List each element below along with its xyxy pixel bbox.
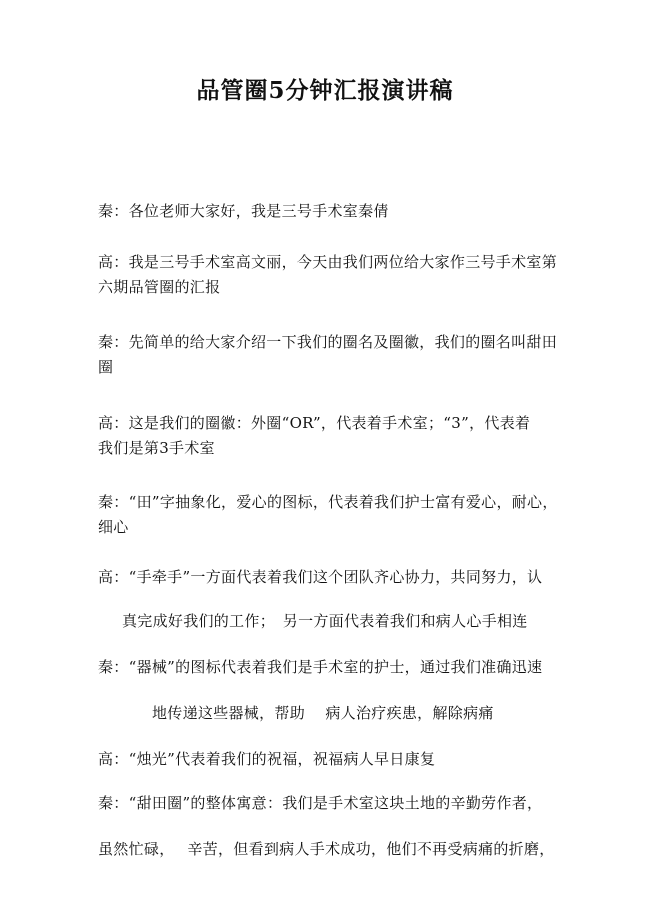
speech-line-continuation: 我们是第3手术室 [98,439,215,457]
speech-line-continuation: 六期品管圈的汇报 [98,278,221,296]
speech-line-continuation: 地传递这些器械，帮助 病人治疗疾患，解除病痛 [152,704,494,722]
speech-line-continuation: 虽然忙碌， 辛苦，但看到病人手术成功，他们不再受病痛的折磨， [98,840,555,858]
speech-line: 秦：“甜田圈”的整体寓意：我们是手术室这块土地的辛勤劳作者， [98,794,543,812]
speech-line: 秦：先简单的给大家介绍一下我们的圈名及圈徽，我们的圈名叫甜田 [98,333,558,351]
speech-line: 高：“手牵手”一方面代表着我们这个团队齐心协力，共同努力，认 [98,568,543,586]
speech-line: 高：这是我们的圈徽：外圈“OR”，代表着手术室；“3”，代表着 [98,414,531,432]
speech-line: 高：我是三号手术室高文丽，今天由我们两位给大家作三号手术室第 [98,253,558,271]
speech-line: 秦：各位老师大家好，我是三号手术室秦倩 [98,202,389,220]
speech-line-continuation: 细心 [98,518,129,536]
speech-line-continuation: 圈 [98,358,114,376]
speech-line: 高：“烛光”代表着我们的祝福，祝福病人早日康复 [98,750,436,768]
speech-line-continuation: 真完成好我们的工作； 另一方面代表着我们和病人心手相连 [122,612,528,630]
speech-line: 秦：“田”字抽象化，爱心的图标，代表着我们护士富有爱心，耐心， [98,493,558,511]
document-title: 品管圈5分钟汇报演讲稿 [196,77,454,104]
speech-line: 秦：“器械”的图标代表着我们是手术室的护士，通过我们准确迅速 [98,658,543,676]
